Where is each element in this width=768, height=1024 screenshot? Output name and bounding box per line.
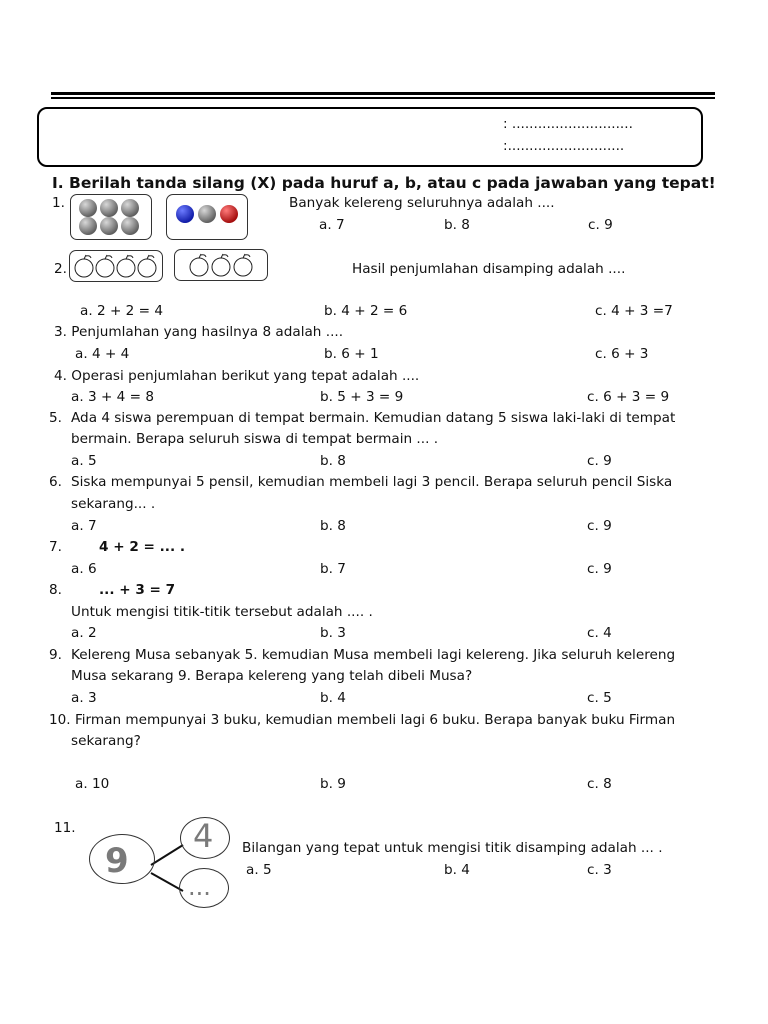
q7-number: 7.: [49, 539, 62, 555]
q10-option-c[interactable]: c. 8: [587, 776, 612, 792]
q4-option-b[interactable]: b. 5 + 3 = 9: [320, 389, 404, 405]
q1-option-b[interactable]: b. 8: [444, 217, 470, 233]
q2-number: 2.: [54, 261, 67, 277]
q3-option-c[interactable]: c. 6 + 3: [595, 346, 649, 362]
q6-option-b[interactable]: b. 8: [320, 518, 346, 534]
gray-marbles-image: [71, 195, 151, 239]
q2-option-b[interactable]: b. 4 + 2 = 6: [324, 303, 408, 319]
q6-number: 6.: [49, 474, 62, 490]
section-title: I. Berilah tanda silang (X) pada huruf a, b, atau c pada jawaban yang tepat!: [52, 174, 716, 192]
q6-text-line1: Siska mempunyai 5 pensil, kemudian membeli lagi 3 pencil. Berapa seluruh pencil Siska: [71, 474, 673, 490]
q7-option-a[interactable]: a. 6: [71, 561, 97, 577]
q6-option-c[interactable]: c. 9: [587, 518, 612, 534]
apple-icon: [212, 254, 230, 276]
q5-option-a[interactable]: a. 5: [71, 453, 97, 469]
q1-option-a[interactable]: a. 7: [319, 217, 345, 233]
identity-field-2[interactable]: :...........................: [503, 138, 625, 154]
q2-option-c[interactable]: c. 4 + 3 =7: [595, 303, 673, 319]
apples-image: [70, 251, 162, 281]
marble-icon: [100, 217, 118, 235]
q4-option-c[interactable]: c. 6 + 3 = 9: [587, 389, 670, 405]
q1-text: Banyak kelereng seluruhnya adalah ....: [289, 195, 555, 211]
q6-option-a[interactable]: a. 7: [71, 518, 97, 534]
marble-icon: [220, 205, 238, 223]
q9-option-c[interactable]: c. 5: [587, 690, 612, 706]
q2-apple-box-right: [174, 249, 268, 281]
q5-option-b[interactable]: b. 8: [320, 453, 346, 469]
q1-option-c[interactable]: c. 9: [588, 217, 613, 233]
bond-root-number: 9: [105, 841, 129, 881]
q5-text-line1: Ada 4 siswa perempuan di tempat bermain. Kemudian datang 5 siswa laki-laki di tempat: [71, 410, 676, 426]
q1-number: 1.: [52, 195, 65, 211]
apple-icon: [75, 255, 93, 277]
q8-option-b[interactable]: b. 3: [320, 625, 346, 641]
q9-text-line2: Musa sekarang 9. Berapa kelereng yang telah dibeli Musa?: [71, 668, 473, 684]
q9-number: 9.: [49, 647, 62, 663]
bond-bottom-blank: ...: [188, 873, 211, 901]
bond-top-number: 4: [193, 817, 214, 855]
q10-option-a[interactable]: a. 10: [75, 776, 110, 792]
q5-text-line2: bermain. Berapa seluruh siswa di tempat bermain ... .: [71, 431, 439, 447]
q8-number: 8.: [49, 582, 62, 598]
q3-option-a[interactable]: a. 4 + 4: [75, 346, 130, 362]
identity-field-1[interactable]: : ............................: [503, 116, 633, 132]
q7-expression: 4 + 2 = ... .: [99, 539, 186, 555]
header-rule-thick: [51, 92, 715, 95]
q1-marble-box-color: [166, 194, 248, 240]
q2-option-a[interactable]: a. 2 + 2 = 4: [80, 303, 163, 319]
q11-number: 11.: [54, 820, 76, 836]
q9-option-a[interactable]: a. 3: [71, 690, 97, 706]
q11-option-c[interactable]: c. 3: [587, 862, 612, 878]
q5-number: 5.: [49, 410, 62, 426]
q8-expression: ... + 3 = 7: [99, 582, 176, 598]
q10-option-b[interactable]: b. 9: [320, 776, 346, 792]
apple-icon: [96, 255, 114, 277]
marble-icon: [121, 217, 139, 235]
marble-icon: [79, 199, 97, 217]
q7-option-b[interactable]: b. 7: [320, 561, 346, 577]
apples-image: [175, 250, 267, 280]
q4-option-a[interactable]: a. 3 + 4 = 8: [71, 389, 154, 405]
q2-apple-box-left: [69, 250, 163, 282]
apple-icon: [234, 254, 252, 276]
header-rule-thin: [51, 97, 715, 99]
q11-text: Bilangan yang tepat untuk mengisi titik disamping adalah ... .: [242, 840, 663, 856]
q6-text-line2: sekarang... .: [71, 496, 156, 512]
q7-option-c[interactable]: c. 9: [587, 561, 612, 577]
q9-text-line1: Kelereng Musa sebanyak 5. kemudian Musa membeli lagi kelereng. Jika seluruh kelereng: [71, 647, 676, 663]
q5-option-c[interactable]: c. 9: [587, 453, 612, 469]
marble-icon: [176, 205, 194, 223]
q2-text: Hasil penjumlahan disamping adalah ....: [352, 261, 626, 277]
apple-icon: [138, 255, 156, 277]
q8-text: Untuk mengisi titik-titik tersebut adalah .... .: [71, 604, 373, 620]
q11-option-a[interactable]: a. 5: [246, 862, 272, 878]
q3-text: 3. Penjumlahan yang hasilnya 8 adalah ....: [54, 324, 344, 340]
q4-text: 4. Operasi penjumlahan berikut yang tepat adalah ....: [54, 368, 420, 384]
q11-option-b[interactable]: b. 4: [444, 862, 470, 878]
apple-icon: [117, 255, 135, 277]
q3-option-b[interactable]: b. 6 + 1: [324, 346, 379, 362]
marble-icon: [121, 199, 139, 217]
marble-icon: [198, 205, 216, 223]
apple-icon: [190, 254, 208, 276]
marble-icon: [100, 199, 118, 217]
q8-option-a[interactable]: a. 2: [71, 625, 97, 641]
q10-text-line1: 10. Firman mempunyai 3 buku, kemudian membeli lagi 6 buku. Berapa banyak buku Firman: [49, 712, 676, 728]
q8-option-c[interactable]: c. 4: [587, 625, 612, 641]
q9-option-b[interactable]: b. 4: [320, 690, 346, 706]
q1-marble-box-gray: [70, 194, 152, 240]
marble-icon: [79, 217, 97, 235]
color-marbles-image: [167, 195, 247, 239]
q10-text-line2: sekarang?: [71, 733, 141, 749]
